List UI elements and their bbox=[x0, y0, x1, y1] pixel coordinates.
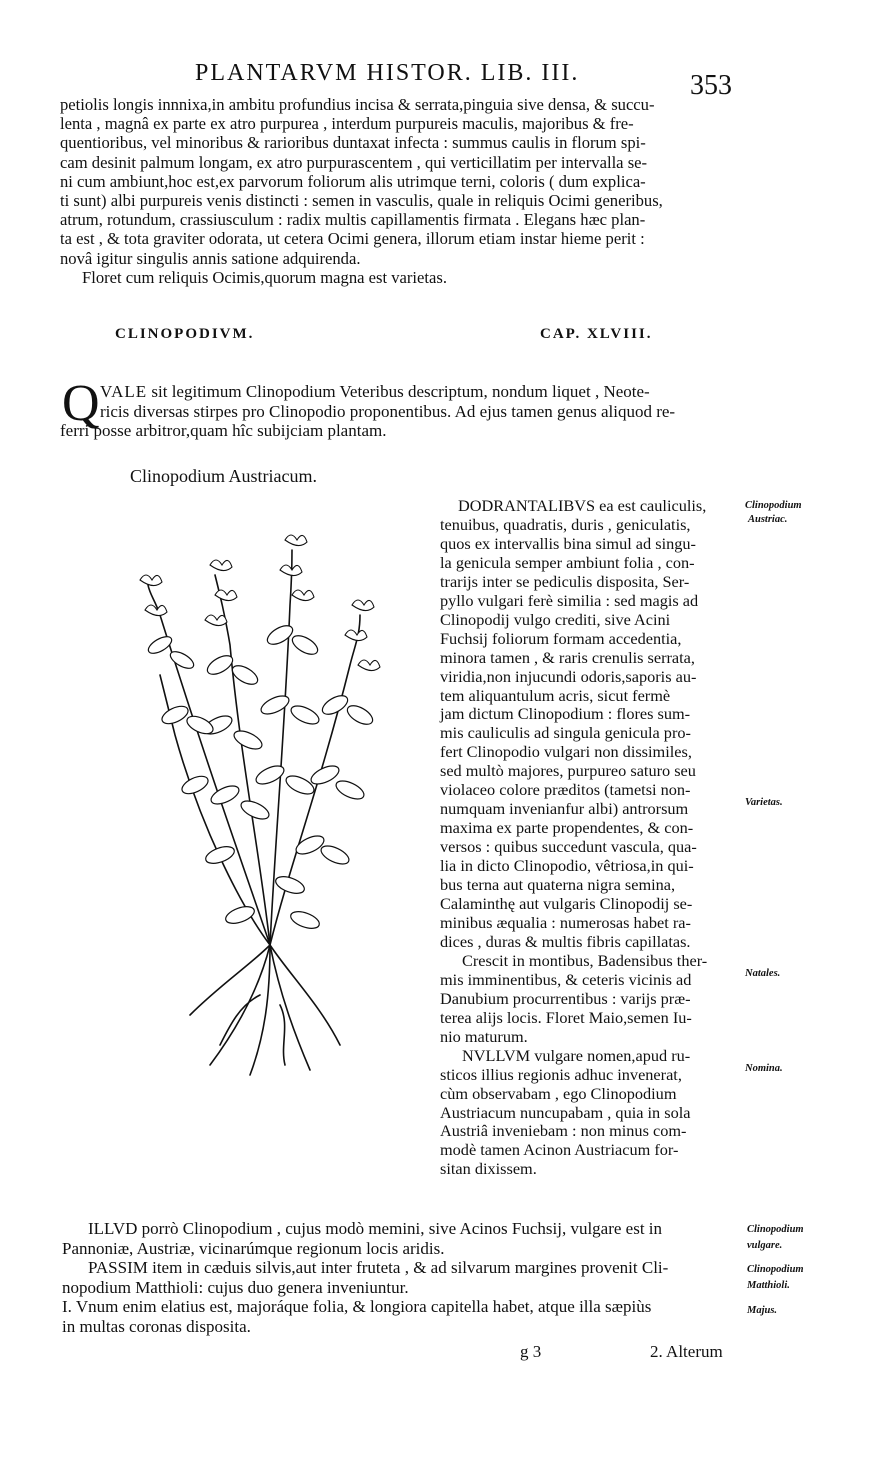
margin-note: Matthioli. bbox=[747, 1280, 790, 1291]
text-line: bus terna aut quaterna nigra semina, bbox=[440, 875, 676, 895]
text-line: Fuchsij foliorum formam accedentia, bbox=[440, 628, 682, 648]
text-line: in multas coronas disposita. bbox=[62, 1316, 251, 1336]
text-line: minora tamen , & raris crenulis serrata, bbox=[440, 647, 695, 667]
main-column-text bbox=[440, 497, 740, 1179]
margin-note: Varietas. bbox=[745, 797, 783, 808]
text-line: lenta , magnâ ex parte ex atro purpurea , interdum purpureis maculis, majoribus & fre- bbox=[60, 114, 634, 134]
top-paragraph bbox=[60, 95, 760, 287]
text-line: violaceo colore præditos (tametsi non- bbox=[440, 780, 691, 800]
text-line: Pannoniæ, Austriæ, vicinarúmque regionum locis aridis. bbox=[62, 1238, 445, 1258]
text-line: nopodium Matthioli: cujus duo genera inveniuntur. bbox=[62, 1277, 409, 1297]
text-line: terea alijs locis. Floret Maio,semen Iu- bbox=[440, 1007, 692, 1027]
text-line: lia in dicto Clinopodio, vêtriosa,in qui- bbox=[440, 856, 694, 876]
intro-paragraph bbox=[60, 382, 760, 441]
chapter-number: CAP. XLVIII. bbox=[540, 326, 653, 342]
text-line: fert Clinopodio vulgari non dissimiles, bbox=[440, 742, 692, 762]
text-line: mis cauliculis ad singula genicula pro- bbox=[440, 723, 691, 743]
catchword: 2. Alterum bbox=[650, 1342, 723, 1361]
text-line: mis imminentibus, & ceteris vicinis ad bbox=[440, 969, 692, 989]
text-line: cam desinit palmum longam, ex atro purpurascentem , qui verticillatim per intervalla se- bbox=[60, 152, 648, 172]
margin-note: Austriac. bbox=[748, 514, 788, 525]
text-line: numquam invenianfur albi) antrorsum bbox=[440, 799, 689, 819]
margin-note: Natales. bbox=[745, 968, 781, 979]
text-line: Austriacum nuncupabam , quia in sola bbox=[440, 1102, 691, 1122]
text-line: tem aliquantulum acris, sicut fermè bbox=[440, 685, 671, 705]
text-line: ILLVD porrò Clinopodium , cujus modò memini, sive Acinos Fuchsij, vulgare est in bbox=[88, 1219, 663, 1238]
text-line: PASSIM item in cæduis silvis,aut inter fruteta , & ad silvarum margines provenit Cli- bbox=[88, 1258, 669, 1278]
text-line: sitan dixissem. bbox=[440, 1159, 537, 1179]
text-line: Austriâ inveniebam : non minus com- bbox=[440, 1121, 687, 1141]
figure-caption: Clinopodium Austriacum. bbox=[130, 466, 317, 486]
text-line: minibus æqualia : numerosas habet ra- bbox=[440, 912, 691, 932]
chapter-title: CLINOPODIVM. bbox=[115, 326, 255, 342]
text-line: atrum, rotundum, crassiusculum : radix multis capillamentis firmata . Elegans hæc plan- bbox=[60, 210, 646, 230]
signature-mark: g 3 bbox=[520, 1342, 542, 1361]
text-line: trarijs inter se pediculis disposita, Ser- bbox=[440, 571, 690, 591]
text-line bbox=[100, 382, 760, 402]
page-number: 353 bbox=[690, 70, 732, 101]
text-line: I. Vnum enim elatius est, majoráque folia, & longiora capitella habet, atque illa sæpiùs bbox=[62, 1297, 652, 1317]
text-line: sed multò majores, purpureo saturo seu bbox=[440, 761, 696, 781]
text-line: Crescit in montibus, Badensibus ther- bbox=[462, 950, 708, 970]
text-line: ricis diversas stirpes pro Clinopodio proponentibus. Ad ejus tamen genus aliquod re- bbox=[100, 401, 676, 421]
text-line: ti sunt) albi purpureis venis distincti : semen in vasculis, quale in reliquis Ocimi generibus, bbox=[60, 191, 663, 211]
margin-note: Clinopodium bbox=[745, 500, 802, 511]
text-line: Floret cum reliquis Ocimis,quorum magna est varietas. bbox=[82, 267, 447, 287]
text-line: versos : quibus succedunt vascula, qua- bbox=[440, 837, 697, 857]
small-caps-word: VALE bbox=[100, 382, 148, 401]
text-line: jam dictum Clinopodium : flores sum- bbox=[440, 704, 691, 724]
plant-woodcut-illustration bbox=[120, 525, 430, 1085]
text-line: modè tamen Acinon Austriacum for- bbox=[440, 1140, 679, 1160]
text-line: ferri posse arbitror,quam hîc subijciam plantam. bbox=[60, 421, 387, 440]
text-line: Danubium procurrentibus : varijs præ- bbox=[440, 988, 691, 1008]
text-line: DODRANTALIBVS ea est cauliculis, bbox=[458, 496, 707, 515]
text-line: cùm observabam , ego Clinopodium bbox=[440, 1083, 677, 1103]
text-line: NVLLVM vulgare nomen,apud ru- bbox=[462, 1045, 691, 1065]
text-line: quos ex intervallis bina simul ad singu- bbox=[440, 533, 696, 553]
text-line: tenuibus, quadratis, duris , geniculatis, bbox=[440, 514, 691, 534]
text-line: pyllo vulgari ferè similia : sed magis ad bbox=[440, 590, 699, 610]
text-line: novâ igitur singulis annis satione adquirenda. bbox=[60, 248, 361, 268]
margin-note: Majus. bbox=[747, 1305, 778, 1316]
bottom-paragraphs bbox=[62, 1219, 748, 1337]
text-run: sit legitimum Clinopodium Veteribus descriptum, nondum liquet , Neote- bbox=[147, 382, 650, 401]
margin-note: Nomina. bbox=[745, 1063, 783, 1074]
text-line: nio maturum. bbox=[440, 1026, 528, 1046]
text-line: quentioribus, vel minoribus & rarioribus duntaxat infecta : summus caulis in florum spi- bbox=[60, 133, 646, 153]
drop-capital: Q bbox=[62, 375, 100, 432]
text-line: Clinopodij vulgo crediti, sive Acini bbox=[440, 609, 671, 629]
margin-note: Clinopodium bbox=[747, 1264, 804, 1275]
text-line: sticos illius regionis adhuc invenerat, bbox=[440, 1064, 682, 1084]
text-line: dices , duras & multis fibris capillatas. bbox=[440, 931, 691, 951]
text-line: ta est , & tota graviter odorata, ut cetera Ocimi genera, illorum etiam instar hieme perit : bbox=[60, 229, 645, 249]
text-line: ni cum ambiunt,hoc est,ex parvorum foliorum alis utrimque terni, coloris ( dum explica- bbox=[60, 171, 646, 191]
text-line: Calaminthę aut vulgaris Clinopodij se- bbox=[440, 894, 693, 914]
text-line: la genicula semper ambiunt folia , con- bbox=[440, 552, 695, 572]
text-line: petiolis longis innnixa,in ambitu profundius incisa & serrata,pinguia sive densa, & succu- bbox=[60, 95, 655, 114]
margin-note: vulgare. bbox=[747, 1240, 783, 1251]
margin-note: Clinopodium bbox=[747, 1224, 804, 1235]
running-title: PLANTARVM HISTOR. LIB. III. bbox=[195, 60, 580, 86]
text-line: viridia,non injucundi odoris,saporis au- bbox=[440, 666, 697, 686]
text-line: maxima ex parte propendentes, & con- bbox=[440, 818, 694, 838]
